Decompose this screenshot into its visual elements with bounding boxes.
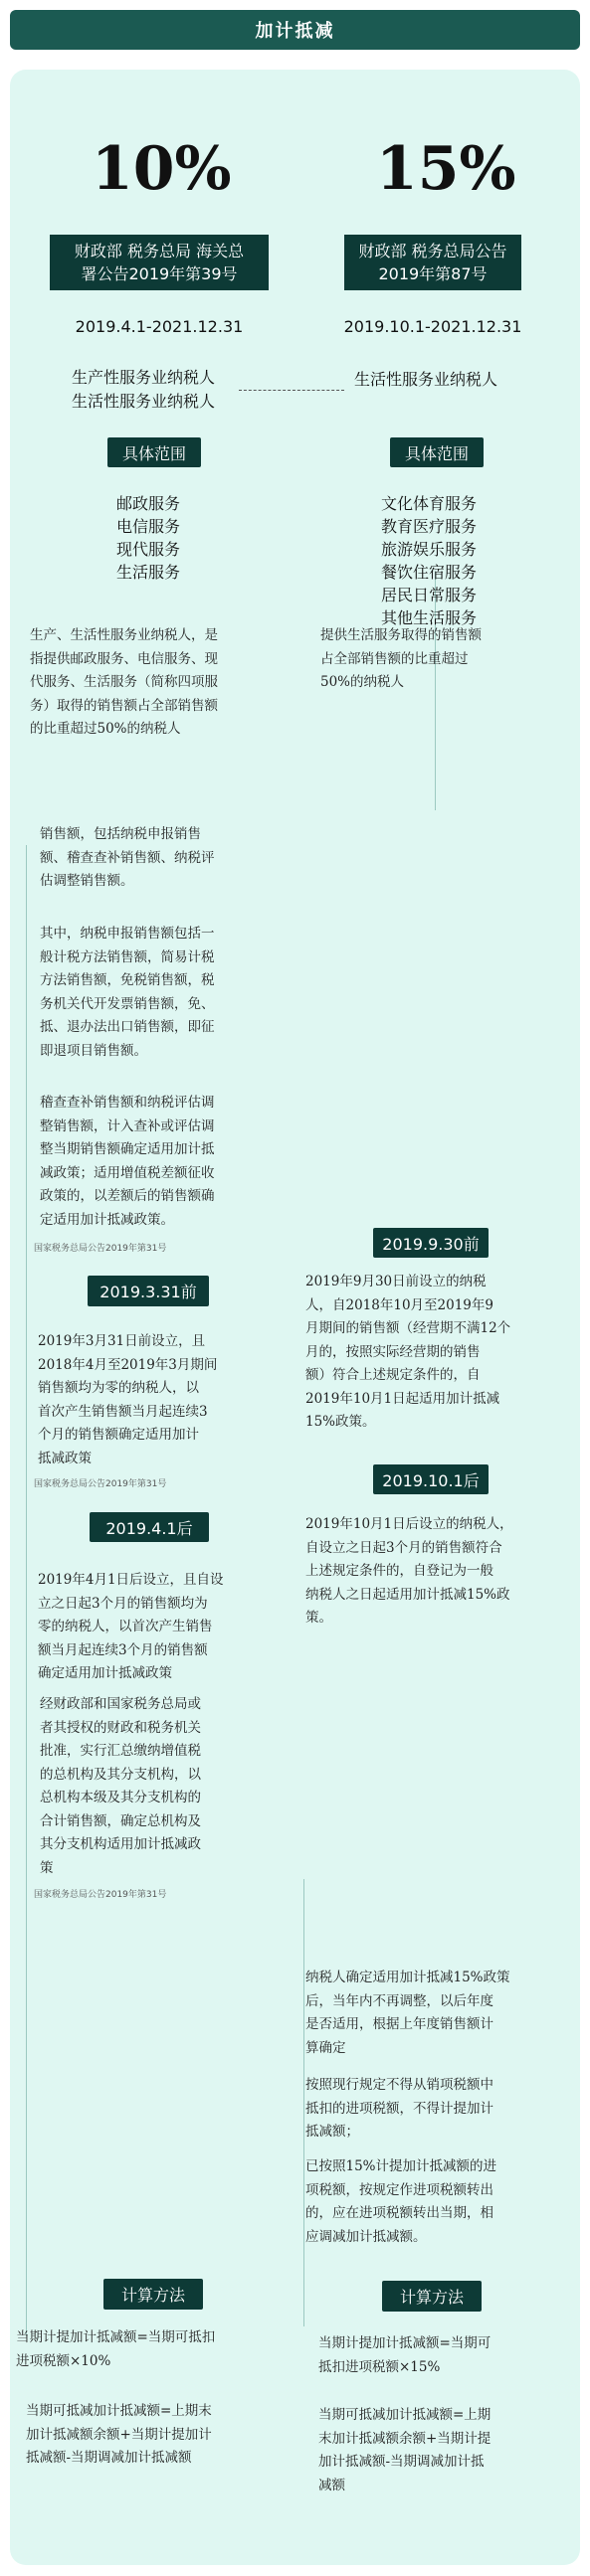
left-before-text: 2019年3月31日前设立，且 2018年4月至2019年3月期间 销售额均为零的纳税人，以 首次产生销售额当月起连续3 个月的销售额确定适用加计 抵减政策 [38, 1333, 218, 1466]
right-timeline-line-lower [303, 1879, 304, 2326]
left-definition: 生产、生活性服务业纳税人，是 指提供邮政服务、电信服务、现 代服务、生活服务（简称四项服 务）取得的销售额占全部销售额 的比重超过50%的纳税人 [30, 627, 218, 737]
right-service-3: 餐饮住宿服务 [381, 563, 478, 582]
left-group-text: 经财政部和国家税务总局或 者其授权的财政和税务机关 批准，实行汇总缴纳增值税 的总机构及其分支机构，以 总机构本级及其分支机构的 合计销售额，确定总机构及 其分支机构适用加计抵减政 策 [40, 1696, 201, 1876]
right-doc-line-1: 财政部 税务总局公告 [358, 242, 507, 260]
left-rate: 10% [92, 134, 232, 204]
right-taxpayer: 生活性服务业纳税人 [354, 370, 498, 389]
right-service-2: 旅游娱乐服务 [381, 540, 478, 559]
left-source-2: 国家税务总局公告2019年第31号 [34, 1479, 167, 1489]
left-timeline-line [26, 845, 27, 2336]
left-taxpayer-2: 生活性服务业纳税人 [72, 392, 216, 411]
left-source-1: 国家税务总局公告2019年第31号 [34, 1244, 167, 1254]
right-method-label: 计算方法 [382, 2281, 482, 2312]
left-period: 2019.4.1-2021.12.31 [75, 317, 244, 336]
right-date-after: 2019.10.1后 [373, 1464, 489, 1494]
left-source-3: 国家税务总局公告2019年第31号 [34, 1890, 167, 1900]
left-doc-line-2: 署公告2019年第39号 [81, 264, 238, 283]
right-formula-2: 当期可抵减加计抵减额=上期 末加计抵减额余额+当期计提 加计抵减额-当期调减加计抵 减额 [318, 2407, 492, 2493]
right-note-1: 纳税人确定适用加计抵减15%政策 后，当年内不再调整，以后年度 是否适用，根据上年度销售额计 算确定 [305, 1970, 510, 2056]
left-sales-3: 稽查查补销售额和纳税评估调 整销售额，计入查补或评估调 整当期销售额确定适用加计抵 减政策；适用增值税差额征收 政策的，以差额后的销售额确 定适用加计抵减政策。 [40, 1095, 215, 1228]
right-before-text: 2019年9月30日前设立的纳税 人，自2018年10月至2019年9 月期间的销售额（经营期不满12个 月的，按照实际经营期的销售 额）符合上述规定条件的，自 2019年10月1日起适用加计抵减 15%政策。 [305, 1274, 511, 1430]
left-doc-ref [50, 235, 269, 290]
right-note-3: 已按照15%计提加计抵减额的进 项税额，按规定作进项税额转出 的，应在进项税额转出当期，相 应调减加计抵减额。 [305, 2158, 497, 2245]
left-date-after: 2019.4.1后 [90, 1512, 209, 1542]
right-doc-ref [344, 235, 521, 290]
right-formula-1: 当期计提加计抵减额=当期可 抵扣进项税额×15% [318, 2335, 492, 2375]
right-scope-label: 具体范围 [390, 437, 484, 467]
left-service-3: 生活服务 [116, 563, 181, 582]
right-rate: 15% [376, 134, 516, 204]
left-formula-2: 当期可抵减加计抵减额=上期末 加计抵减额余额+当期计提加计 抵减额-当期调减加计抵减额 [26, 2403, 212, 2466]
left-method-label: 计算方法 [103, 2279, 203, 2310]
right-service-0: 文化体育服务 [381, 494, 478, 513]
left-service-2: 现代服务 [116, 540, 181, 559]
taxpayer-connector [239, 390, 344, 391]
right-definition: 提供生活服务取得的销售额 占全部销售额的比重超过 50%的纳税人 [320, 627, 482, 690]
left-service-1: 电信服务 [116, 517, 181, 536]
right-period: 2019.10.1-2021.12.31 [343, 317, 522, 336]
left-taxpayer-1: 生产性服务业纳税人 [72, 368, 216, 387]
left-scope-label: 具体范围 [107, 437, 201, 467]
left-formula-1: 当期计提加计抵减额=当期可抵扣 进项税额×10% [16, 2329, 216, 2369]
left-service-0: 邮政服务 [116, 494, 181, 513]
right-service-list [381, 492, 477, 629]
right-service-4: 居民日常服务 [381, 586, 478, 604]
page-title-bar [10, 10, 580, 50]
right-service-1: 教育医疗服务 [381, 517, 478, 536]
right-doc-line-2: 2019年第87号 [378, 264, 488, 283]
right-service-5: 其他生活服务 [381, 608, 478, 627]
right-date-before: 2019.9.30前 [373, 1228, 489, 1258]
left-service-list [116, 492, 180, 584]
right-note-2: 按照现行规定不得从销项税额中 抵扣的进项税额，不得计提加计 抵减额； [305, 2077, 493, 2140]
left-doc-line-1: 财政部 税务总局 海关总 [74, 242, 245, 260]
left-sales-2: 其中，纳税申报销售额包括一 般计税方法销售额，简易计税 方法销售额，免税销售额，税 务机关代开发票销售额，免、 抵、退办法出口销售额，即征 即退项目销售额。 [40, 926, 215, 1059]
left-sales-1: 销售额，包括纳税申报销售 额、稽查查补销售额、纳税评 估调整销售额。 [40, 826, 215, 889]
left-after-text: 2019年4月1日后设立，且自设 立之日起3个月的销售额均为 零的纳税人，以首次产生销售 额当月起连续3个月的销售额 确定适用加计抵减政策 [38, 1572, 224, 1681]
left-date-before: 2019.3.31前 [88, 1276, 209, 1306]
right-after-text: 2019年10月1日后设立的纳税人， 自设立之日起3个月的销售额符合 上述规定条件的，自登记为一般 纳税人之日起适用加计抵减15%政 策。 [305, 1516, 513, 1626]
page-title: 加计抵减 [255, 21, 335, 42]
